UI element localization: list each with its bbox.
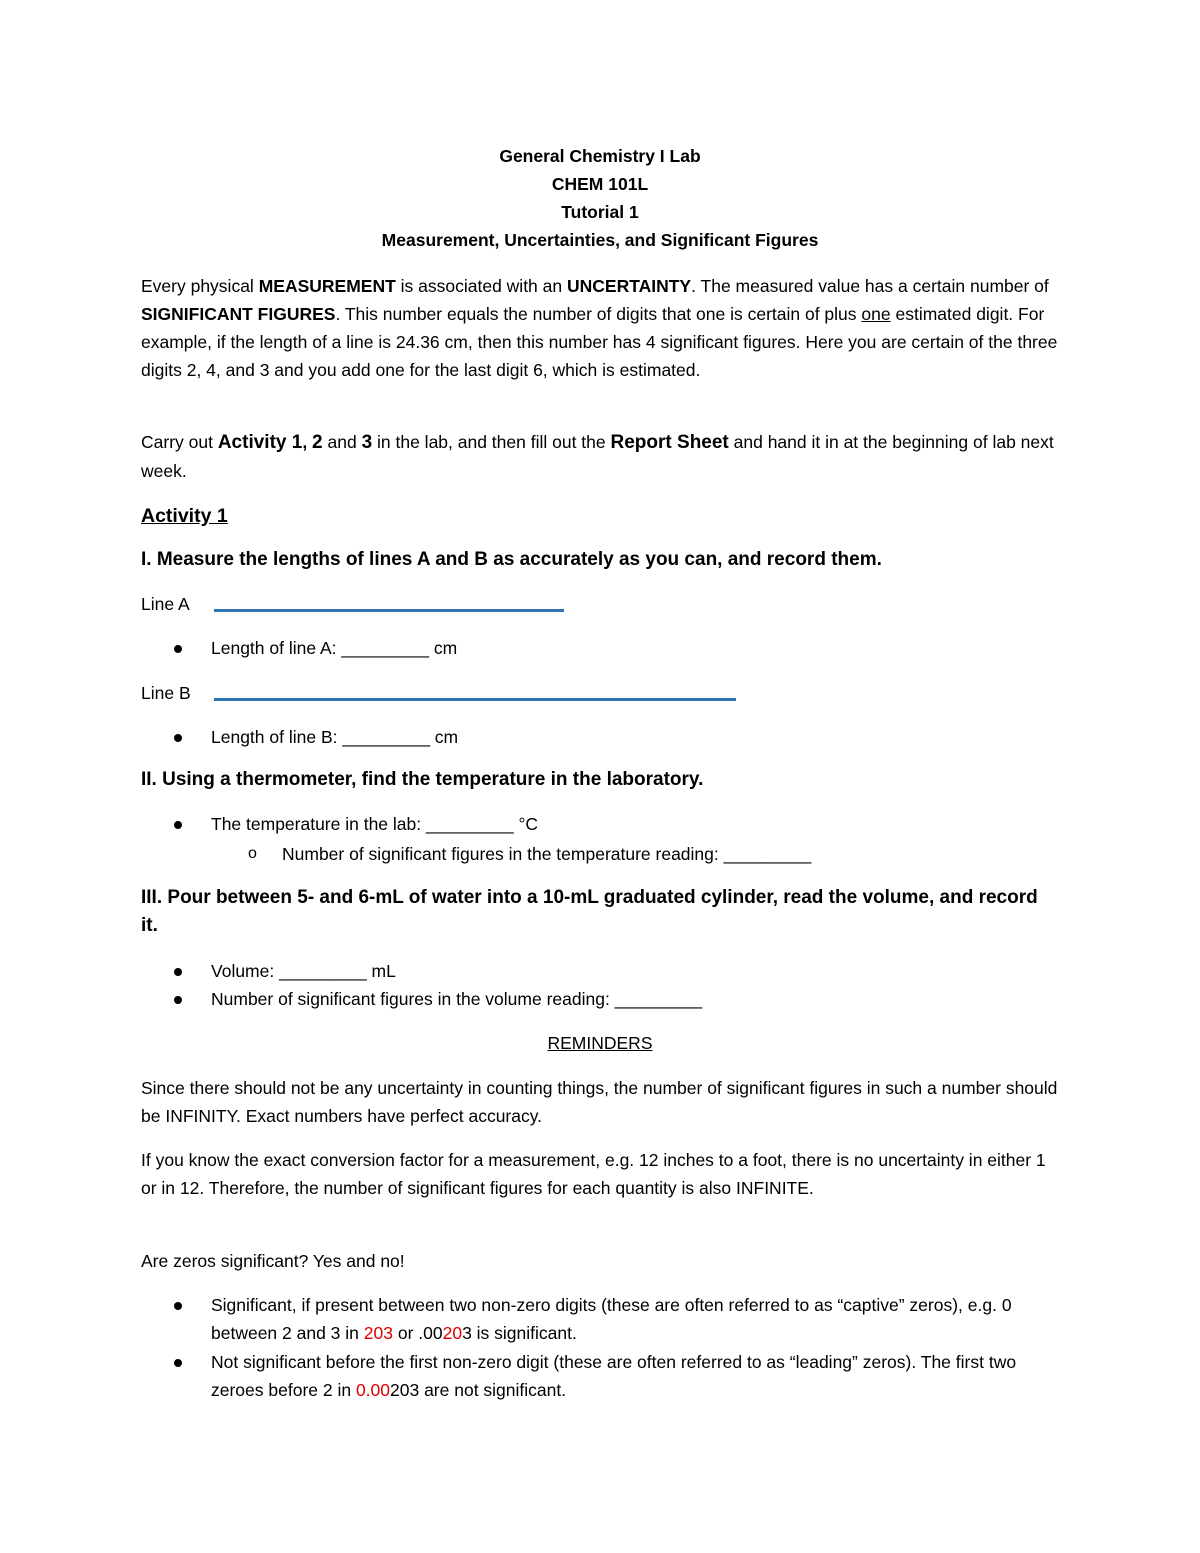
- text: and hand it in at the beginning of lab next week.: [141, 432, 1054, 481]
- text: is associated with an: [395, 276, 567, 296]
- tutorial-number: Tutorial 1: [561, 202, 639, 222]
- red-digit: 0: [373, 1323, 384, 1343]
- red-digit: 3: [383, 1323, 393, 1343]
- text: ,: [302, 432, 313, 452]
- captive-zeros-text: [211, 1291, 1041, 1347]
- text: Every physical: [141, 276, 259, 296]
- bullet-icon: [174, 821, 182, 829]
- text-bold: UNCERTAINTY: [566, 276, 692, 296]
- section-1-title: I. Measure the lengths of lines A and B as accurately as you can, and record them.: [141, 549, 882, 570]
- activity-1-title: Activity 1: [141, 505, 228, 527]
- red-digits: 0.00: [355, 1380, 391, 1400]
- document-header: [0, 142, 1200, 254]
- line-a-length-field[interactable]: Length of line A: _________ cm: [211, 638, 458, 658]
- text: . This number equals the number of digits that one is certain of plus: [335, 304, 862, 324]
- line-b-label: Line B: [141, 683, 191, 703]
- sub-bullet-marker: o: [248, 845, 257, 862]
- text-bold: SIGNIFICANT FIGURES: [141, 304, 336, 324]
- text: Carry out: [141, 432, 218, 452]
- text: is significant.: [471, 1323, 577, 1343]
- line-b-length-field[interactable]: Length of line B: _________ cm: [211, 727, 459, 747]
- text: 3: [462, 1323, 472, 1343]
- course-title: General Chemistry I Lab: [499, 146, 701, 166]
- line-a-label: Line A: [141, 594, 190, 614]
- text: . The measured value has a certain number of: [691, 276, 1049, 296]
- section-2-title: II. Using a thermometer, find the temperature in the laboratory.: [141, 769, 704, 790]
- temperature-sigfig-field[interactable]: Number of significant figures in the temperature reading: _________: [282, 844, 812, 864]
- line-b: [214, 698, 736, 701]
- reminder-paragraph-1: Since there should not be any uncertainty in counting things, the number of significant figures in such a number should be INFINITY. Exact numbers have perfect accuracy.: [141, 1078, 1058, 1126]
- temperature-field[interactable]: The temperature in the lab: _________ °C: [211, 814, 539, 834]
- text: estimated digit. For example, if the length of a line is 24.36 cm, then this number has 4 significant figures. Here you are certain of the three digits 2, 4, and 3 and you add one for the last digit 6, which is estimated.: [141, 304, 1058, 380]
- text-bold: Report Sheet: [610, 432, 729, 453]
- text-underlined: one: [861, 304, 891, 324]
- section-3-title: III. Pour between 5- and 6-mL of water into a 10-mL graduated cylinder, read the volume, and record it.: [141, 887, 1038, 936]
- bullet-icon: [174, 734, 182, 742]
- red-digit: 2: [363, 1323, 374, 1343]
- red-digit: 0: [452, 1323, 463, 1343]
- volume-field[interactable]: Volume: _________ mL: [211, 961, 396, 981]
- text: Significant, if present between two non-zero digits (these are often referred to as “captive” zeros), e.g. 0 between 2 and 3 in: [211, 1295, 1012, 1343]
- course-code: CHEM 101L: [551, 174, 649, 194]
- line-a: [214, 609, 564, 612]
- bullet-icon: [174, 968, 182, 976]
- text: or .00: [392, 1323, 443, 1343]
- bullet-icon: [174, 1302, 182, 1310]
- reminder-paragraph-2: If you know the exact conversion factor for a measurement, e.g. 12 inches to a foot, there is no uncertainty in either 1 or in 12. Therefore, the number of significant figures for each quantity is also INFINITE.: [141, 1150, 1046, 1198]
- bullet-icon: [174, 996, 182, 1004]
- text-bold: 2: [312, 432, 323, 453]
- text: 203 are not significant.: [390, 1380, 567, 1400]
- text-bold: 3: [361, 432, 373, 453]
- reminder-paragraph-3: Are zeros significant? Yes and no!: [141, 1251, 405, 1271]
- text-bold: Activity 1: [217, 432, 303, 453]
- text-bold: MEASUREMENT: [258, 276, 396, 296]
- intro-paragraph: [141, 272, 1061, 384]
- text: Not significant before the first non-zero digit (these are often referred to as “leading” zeros). The first two zeroes before 2 in: [211, 1352, 1017, 1400]
- reminders-heading: REMINDERS: [547, 1033, 653, 1053]
- leading-zeros-text: [211, 1348, 1051, 1404]
- bullet-icon: [174, 645, 182, 653]
- text: in the lab, and then fill out the: [372, 432, 611, 452]
- red-digit: 2: [442, 1323, 453, 1343]
- volume-sigfig-field[interactable]: Number of significant figures in the volume reading: _________: [211, 989, 703, 1009]
- text: and: [322, 432, 362, 452]
- carry-out-paragraph: [141, 428, 1061, 485]
- tutorial-title: Measurement, Uncertainties, and Significant Figures: [381, 230, 819, 250]
- bullet-icon: [174, 1359, 182, 1367]
